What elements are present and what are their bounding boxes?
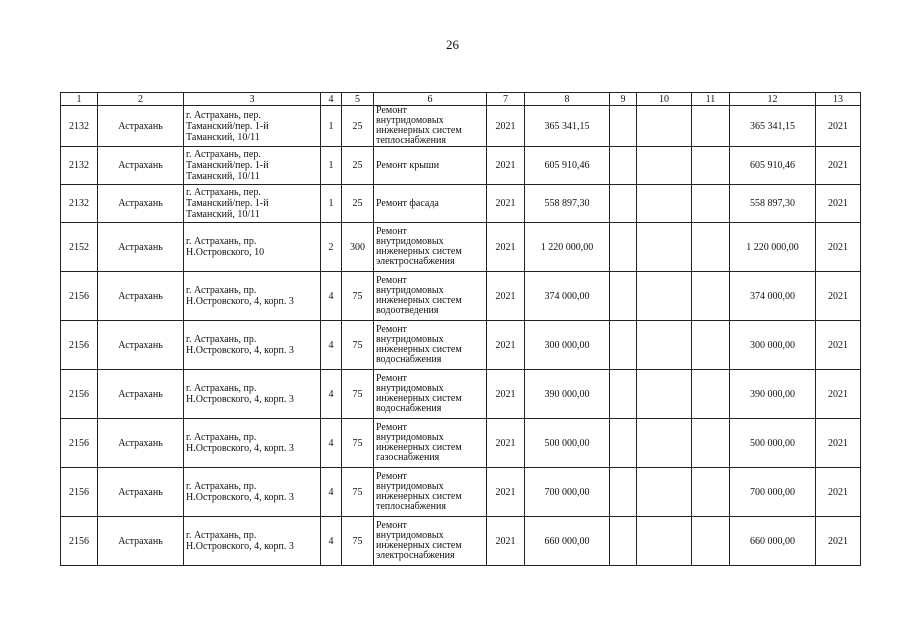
- cell-c10: [637, 517, 692, 566]
- work-type-line: Ремонт: [376, 226, 407, 237]
- column-header: 8: [525, 93, 610, 106]
- cell-c10: [637, 223, 692, 272]
- work-type-line: Ремонт: [376, 471, 407, 482]
- cell-c4: 1: [321, 106, 342, 147]
- cell-c7: 2021: [487, 517, 525, 566]
- address-line: г. Астрахань, пр.: [186, 285, 257, 296]
- work-type-line: Ремонт: [376, 373, 407, 384]
- address-line: г. Астрахань, пр.: [186, 334, 257, 345]
- cell-c4: 1: [321, 185, 342, 223]
- column-header: 10: [637, 93, 692, 106]
- cell-c8: 700 000,00: [525, 468, 610, 517]
- cell-c13: 2021: [816, 419, 861, 468]
- cell-c11: [692, 147, 730, 185]
- cell-c12: 558 897,30: [730, 185, 816, 223]
- work-type-cell: [374, 106, 487, 147]
- work-type-line: инженерных систем: [376, 393, 462, 404]
- column-header: 13: [816, 93, 861, 106]
- cell-c9: [610, 223, 637, 272]
- cell-c13: 2021: [816, 370, 861, 419]
- table-row: [61, 185, 861, 223]
- work-type-line: Ремонт фасада: [376, 197, 439, 209]
- cell-c2: Астрахань: [98, 106, 184, 147]
- cell-c8: 558 897,30: [525, 185, 610, 223]
- cell-c11: [692, 185, 730, 223]
- work-type-line: Ремонт: [376, 520, 407, 531]
- work-type-line: внутридомовых: [376, 383, 444, 394]
- column-header: 3: [184, 93, 321, 106]
- cell-c13: 2021: [816, 223, 861, 272]
- work-type-line: внутридомовых: [376, 432, 444, 443]
- cell-c1: 2132: [61, 185, 98, 223]
- address-cell: [184, 147, 321, 185]
- cell-c4: 4: [321, 370, 342, 419]
- cell-c5: 75: [342, 272, 374, 321]
- address-line: Н.Островского, 10: [186, 247, 265, 258]
- cell-c5: 25: [342, 147, 374, 185]
- cell-c7: 2021: [487, 147, 525, 185]
- cell-c8: 1 220 000,00: [525, 223, 610, 272]
- cell-c8: 660 000,00: [525, 517, 610, 566]
- cell-c4: 4: [321, 419, 342, 468]
- address-line: г. Астрахань, пр.: [186, 236, 257, 247]
- address-line: Н.Островского, 4, корп. 3: [186, 541, 294, 552]
- work-type-cell: [374, 147, 487, 185]
- cell-c12: 374 000,00: [730, 272, 816, 321]
- cell-c7: 2021: [487, 321, 525, 370]
- work-type-cell: [374, 223, 487, 272]
- cell-c8: 374 000,00: [525, 272, 610, 321]
- cell-c9: [610, 517, 637, 566]
- address-line: Н.Островского, 4, корп. 3: [186, 394, 294, 405]
- work-type-cell: [374, 185, 487, 223]
- cell-c5: 25: [342, 106, 374, 147]
- cell-c13: 2021: [816, 517, 861, 566]
- cell-c1: 2156: [61, 517, 98, 566]
- address-line: Н.Островского, 4, корп. 3: [186, 443, 294, 454]
- column-header: 4: [321, 93, 342, 106]
- work-type-line: инженерных систем: [376, 246, 462, 257]
- work-type-line: внутридомовых: [376, 236, 444, 247]
- cell-c1: 2152: [61, 223, 98, 272]
- cell-c12: 500 000,00: [730, 419, 816, 468]
- address-cell: [184, 517, 321, 566]
- address-line: г. Астрахань, пр.: [186, 383, 257, 394]
- work-type-line: Ремонт крыши: [376, 159, 440, 171]
- table-row: [61, 147, 861, 185]
- work-type-line: инженерных систем: [376, 540, 462, 551]
- cell-c7: 2021: [487, 272, 525, 321]
- work-type-line: водоснабжения: [376, 403, 442, 414]
- cell-c13: 2021: [816, 147, 861, 185]
- cell-c5: 25: [342, 185, 374, 223]
- cell-c13: 2021: [816, 185, 861, 223]
- page-number: 26: [446, 37, 459, 52]
- work-type-line: электроснабжения: [376, 256, 455, 267]
- work-type-cell: [374, 468, 487, 517]
- cell-c11: [692, 272, 730, 321]
- address-cell: [184, 272, 321, 321]
- work-type-cell: [374, 419, 487, 468]
- table-row: [61, 223, 861, 272]
- work-type-line: инженерных систем: [376, 442, 462, 453]
- table-row: [61, 370, 861, 419]
- address-line: Таманский, 10/11: [186, 171, 260, 182]
- cell-c12: 365 341,15: [730, 106, 816, 147]
- column-header: 7: [487, 93, 525, 106]
- cell-c9: [610, 185, 637, 223]
- cell-c4: 2: [321, 223, 342, 272]
- cell-c4: 4: [321, 272, 342, 321]
- cell-c1: 2132: [61, 147, 98, 185]
- work-type-line: инженерных систем: [376, 295, 462, 306]
- work-type-cell: [374, 517, 487, 566]
- cell-c2: Астрахань: [98, 185, 184, 223]
- table-row: [61, 106, 861, 147]
- cell-c9: [610, 147, 637, 185]
- work-type-cell: [374, 321, 487, 370]
- cell-c7: 2021: [487, 185, 525, 223]
- column-header: 6: [374, 93, 487, 106]
- cell-c1: 2156: [61, 321, 98, 370]
- cell-c1: 2156: [61, 419, 98, 468]
- work-type-line: инженерных систем: [376, 344, 462, 355]
- cell-c2: Астрахань: [98, 272, 184, 321]
- cell-c10: [637, 272, 692, 321]
- cell-c12: 700 000,00: [730, 468, 816, 517]
- work-type-line: газоснабжения: [376, 452, 440, 463]
- cell-c10: [637, 370, 692, 419]
- work-type-line: Ремонт: [376, 422, 407, 433]
- cell-c2: Астрахань: [98, 419, 184, 468]
- address-line: Таманский, 10/11: [186, 131, 260, 143]
- address-line: Н.Островского, 4, корп. 3: [186, 296, 294, 307]
- address-cell: [184, 106, 321, 147]
- cell-c2: Астрахань: [98, 321, 184, 370]
- cell-c11: [692, 370, 730, 419]
- cell-c2: Астрахань: [98, 468, 184, 517]
- cell-c9: [610, 370, 637, 419]
- address-cell: [184, 468, 321, 517]
- work-type-line: Ремонт: [376, 105, 407, 116]
- cell-c5: 300: [342, 223, 374, 272]
- work-type-line: Ремонт: [376, 275, 407, 286]
- cell-c13: 2021: [816, 272, 861, 321]
- address-line: г. Астрахань, пер.: [186, 187, 261, 198]
- cell-c7: 2021: [487, 370, 525, 419]
- cell-c7: 2021: [487, 419, 525, 468]
- cell-c2: Астрахань: [98, 517, 184, 566]
- cell-c12: 660 000,00: [730, 517, 816, 566]
- column-header: 5: [342, 93, 374, 106]
- table-row: [61, 517, 861, 566]
- address-line: г. Астрахань, пр.: [186, 530, 257, 541]
- cell-c5: 75: [342, 468, 374, 517]
- address-cell: [184, 370, 321, 419]
- cell-c2: Астрахань: [98, 147, 184, 185]
- work-type-line: инженерных систем: [376, 491, 462, 502]
- work-type-line: Ремонт: [376, 324, 407, 335]
- work-type-line: инженерных систем: [376, 125, 462, 136]
- work-type-line: внутридомовых: [376, 481, 444, 492]
- cell-c2: Астрахань: [98, 223, 184, 272]
- cell-c5: 75: [342, 321, 374, 370]
- cell-c11: [692, 419, 730, 468]
- work-type-line: внутридомовых: [376, 530, 444, 541]
- cell-c7: 2021: [487, 468, 525, 517]
- column-header: 11: [692, 93, 730, 106]
- work-type-cell: [374, 272, 487, 321]
- cell-c11: [692, 106, 730, 147]
- cell-c12: 1 220 000,00: [730, 223, 816, 272]
- cell-c13: 2021: [816, 321, 861, 370]
- cell-c9: [610, 468, 637, 517]
- cell-c10: [637, 419, 692, 468]
- cell-c10: [637, 468, 692, 517]
- column-number-row: [61, 93, 861, 106]
- address-line: г. Астрахань, пр.: [186, 481, 257, 492]
- table-row: [61, 321, 861, 370]
- address-line: Таманский/пер. 1-й: [186, 120, 269, 132]
- cell-c9: [610, 321, 637, 370]
- address-line: Н.Островского, 4, корп. 3: [186, 345, 294, 356]
- table-row: [61, 419, 861, 468]
- address-line: Таманский/пер. 1-й: [186, 160, 269, 171]
- cell-c11: [692, 223, 730, 272]
- work-type-line: внутридомовых: [376, 115, 444, 126]
- cell-c9: [610, 106, 637, 147]
- column-header: 9: [610, 93, 637, 106]
- cell-c13: 2021: [816, 106, 861, 147]
- repair-program-table: [60, 92, 861, 566]
- cell-c10: [637, 185, 692, 223]
- cell-c4: 4: [321, 321, 342, 370]
- work-type-line: внутридомовых: [376, 285, 444, 296]
- cell-c5: 75: [342, 419, 374, 468]
- table-row: [61, 272, 861, 321]
- cell-c9: [610, 272, 637, 321]
- cell-c4: 4: [321, 468, 342, 517]
- cell-c9: [610, 419, 637, 468]
- cell-c4: 1: [321, 147, 342, 185]
- cell-c11: [692, 321, 730, 370]
- column-header: 1: [61, 93, 98, 106]
- cell-c1: 2132: [61, 106, 98, 147]
- cell-c13: 2021: [816, 468, 861, 517]
- cell-c8: 390 000,00: [525, 370, 610, 419]
- column-header: 2: [98, 93, 184, 106]
- address-line: г. Астрахань, пр.: [186, 432, 257, 443]
- cell-c12: 390 000,00: [730, 370, 816, 419]
- cell-c1: 2156: [61, 370, 98, 419]
- cell-c10: [637, 106, 692, 147]
- cell-c7: 2021: [487, 106, 525, 147]
- address-line: г. Астрахань, пер.: [186, 149, 261, 160]
- address-line: Таманский/пер. 1-й: [186, 198, 269, 209]
- cell-c10: [637, 147, 692, 185]
- cell-c7: 2021: [487, 223, 525, 272]
- work-type-line: теплоснабжения: [376, 501, 446, 512]
- cell-c8: 500 000,00: [525, 419, 610, 468]
- cell-c5: 75: [342, 517, 374, 566]
- column-header: 12: [730, 93, 816, 106]
- cell-c12: 300 000,00: [730, 321, 816, 370]
- cell-c5: 75: [342, 370, 374, 419]
- work-type-line: водоотведения: [376, 305, 439, 316]
- cell-c11: [692, 517, 730, 566]
- address-cell: [184, 419, 321, 468]
- cell-c2: Астрахань: [98, 370, 184, 419]
- cell-c8: 605 910,46: [525, 147, 610, 185]
- cell-c8: 365 341,15: [525, 106, 610, 147]
- work-type-line: электроснабжения: [376, 550, 455, 561]
- work-type-line: внутридомовых: [376, 334, 444, 345]
- address-line: г. Астрахань, пер.: [186, 109, 261, 121]
- cell-c11: [692, 468, 730, 517]
- address-cell: [184, 321, 321, 370]
- table-row: [61, 468, 861, 517]
- cell-c4: 4: [321, 517, 342, 566]
- address-cell: [184, 185, 321, 223]
- work-type-line: водоснабжения: [376, 354, 442, 365]
- cell-c12: 605 910,46: [730, 147, 816, 185]
- work-type-line: теплоснабжения: [376, 135, 446, 146]
- work-type-cell: [374, 370, 487, 419]
- address-line: Н.Островского, 4, корп. 3: [186, 492, 294, 503]
- address-cell: [184, 223, 321, 272]
- cell-c10: [637, 321, 692, 370]
- cell-c1: 2156: [61, 468, 98, 517]
- table-body: [61, 106, 861, 566]
- cell-c1: 2156: [61, 272, 98, 321]
- cell-c8: 300 000,00: [525, 321, 610, 370]
- address-line: Таманский, 10/11: [186, 209, 260, 220]
